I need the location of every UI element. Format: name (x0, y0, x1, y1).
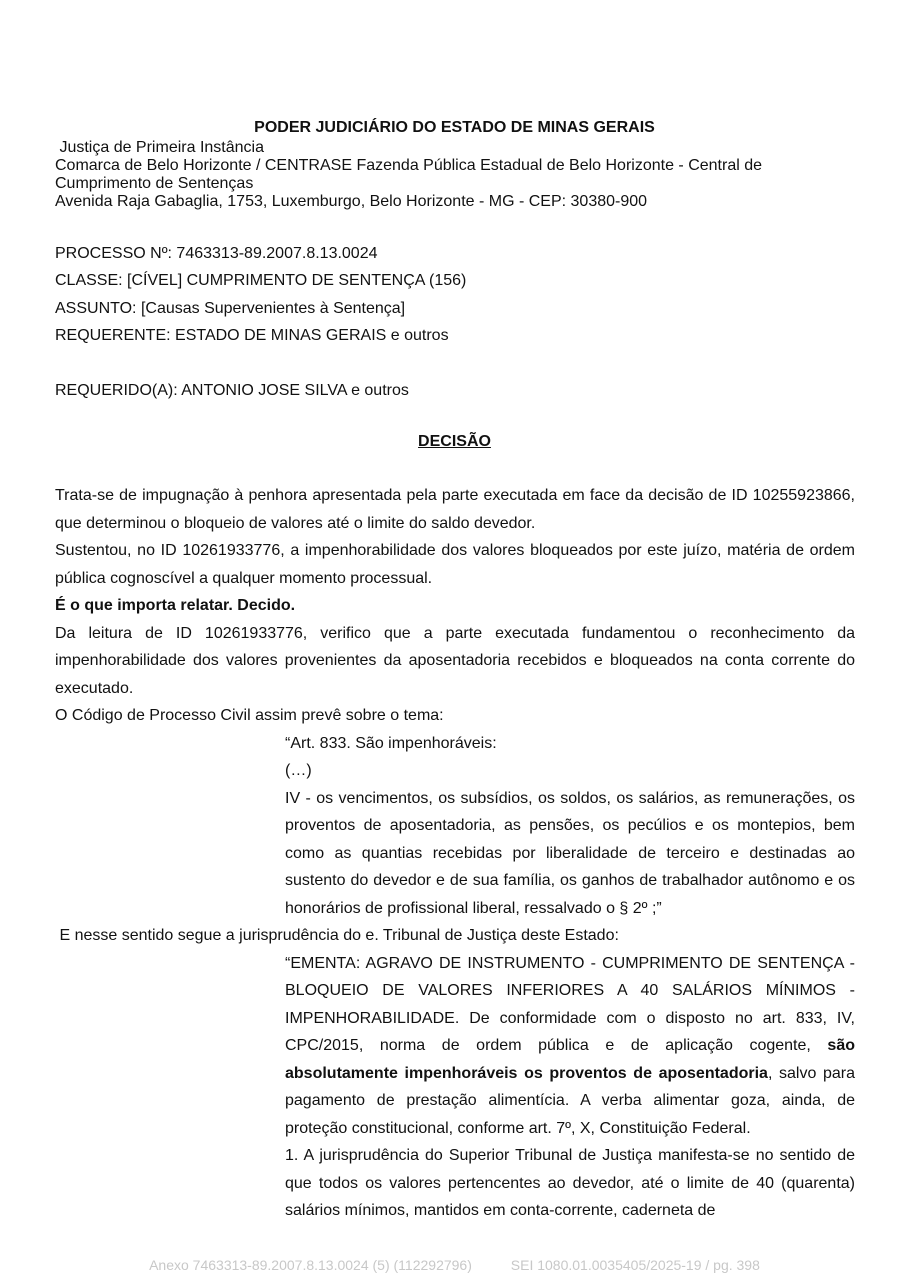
paragraph-sustentou: Sustentou, no ID 10261933776, a impenhorabilidade dos valores bloqueados por este juízo, matéria de ordem pública cognoscível a qualquer momento processual. (55, 542, 855, 587)
quote-stj: 1. A jurisprudência do Superior Tribunal de Justiça manifesta-se no sentido de que todos os valores pertencentes ao devedor, até o limite de 40 (quarenta) salários mínimos, mantidos em conta-corrente, caderneta de (285, 1147, 855, 1219)
decision-title-text: DECISÃO (418, 433, 491, 450)
decision-body (55, 482, 855, 1225)
quote-art-833: “Art. 833. São impenhoráveis: (285, 734, 497, 752)
ementa-text-end: , salvo para pagamento de prestação alimentícia. A verba alimentar goza, ainda, de proteção constitucional, conforme art. 7º, X, Constituição Federal. (285, 1064, 855, 1137)
comarca-line: Comarca de Belo Horizonte / CENTRASE Fazenda Pública Estadual de Belo Horizonte - Central de Cumprimento de Sentenças (55, 157, 763, 192)
paragraph-relatar: É o que importa relatar. Decido. (55, 597, 296, 614)
case-subject: ASSUNTO: [Causas Supervenientes à Sentença] (55, 300, 406, 317)
paragraph-jurisprudencia: E nesse sentido segue a jurisprudência do e. Tribunal de Justiça deste Estado: (55, 927, 619, 944)
case-class: CLASSE: [CÍVEL] CUMPRIMENTO DE SENTENÇA (156) (55, 272, 467, 289)
address-line: Avenida Raja Gabaglia, 1753, Luxemburgo, Belo Horizonte - MG - CEP: 30380-900 (55, 193, 648, 210)
paragraph-impugnacao: Trata-se de impugnação à penhora apresentada pela parte executada em face da decisão de ID 10255923866, que determinou o bloqueio de valores até o limite do saldo devedor. (55, 487, 855, 532)
footer-sei: SEI 1080.01.0035405/2025-19 / pg. 398 (510, 1257, 760, 1273)
court-header (55, 139, 855, 211)
ementa-text-start: “EMENTA: AGRAVO DE INSTRUMENTO - CUMPRIMENTO DE SENTENÇA - BLOQUEIO DE VALORES INFERIORES A 40 SALÁRIOS MÍNIMOS - IMPENHORABILIDADE. De conformidade com o disposto no art. 833, IV, CPC/2015, norma de ordem pública e de aplicação cogente, (285, 954, 855, 1054)
ementa-bold-text: são absolutamente impenhoráveis os proventos de aposentadoria (285, 1037, 855, 1082)
page-footer (0, 1257, 909, 1273)
paragraph-leitura: Da leitura de ID 10261933776, verifico que a parte executada fundamentou o reconhecimento da impenhorabilidade dos valores provenientes da aposentadoria recebidos e bloqueados na conta corrente do executado. (55, 624, 855, 697)
case-defendant: REQUERIDO(A): ANTONIO JOSE SILVA e outros (55, 382, 409, 399)
case-plaintiff: REQUERENTE: ESTADO DE MINAS GERAIS e outros (55, 327, 449, 344)
processo-number: PROCESSO Nº: 7463313-89.2007.8.13.0024 (55, 245, 378, 262)
paragraph-cpc-intro: O Código de Processo Civil assim prevê sobre o tema: (55, 707, 444, 724)
footer-annex: Anexo 7463313-89.2007.8.13.0024 (5) (112292796) (149, 1257, 472, 1273)
quote-ementa (285, 950, 855, 1143)
quote-ellipsis: (…) (285, 762, 312, 779)
instance-line: Justiça de Primeira Instância (55, 139, 264, 156)
quote-inciso-iv: IV - os vencimentos, os subsídios, os soldos, os salários, as remunerações, os proventos de aposentadoria, as pensões, os pecúlios e os montepios, bem como as quantias recebidas por liberalidade de terceiro e destinadas ao sustento do devedor e de sua família, os ganhos de trabalhador autônomo e os honorários de profissional liberal, ressalvado o § 2º ;” (285, 789, 855, 917)
decision-title (0, 433, 909, 451)
court-title: PODER JUDICIÁRIO DO ESTADO DE MINAS GERAIS (254, 119, 655, 136)
